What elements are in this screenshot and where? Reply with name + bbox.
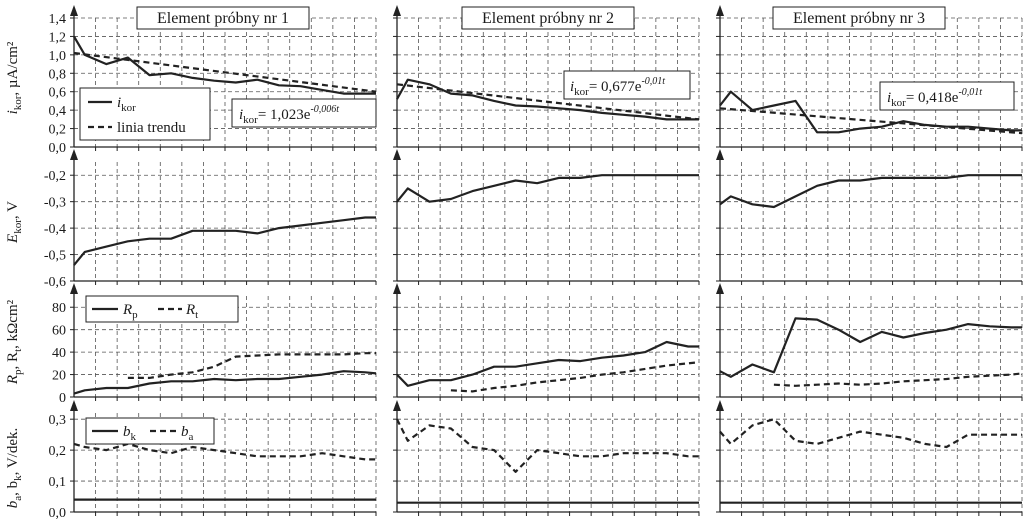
legend-icor <box>80 88 210 140</box>
series-line-r_t <box>774 373 1022 385</box>
y-axis-arrow <box>70 5 78 16</box>
y-tick-label: 40 <box>52 346 66 362</box>
y-tick-label: 20 <box>52 368 66 384</box>
trend-equation-text-3: $i_{kor}= 0,418e^{-0,01t}$ <box>887 87 983 109</box>
y-tick-label: 0,8 <box>48 67 66 83</box>
legend-bk-label: $b_k$ <box>123 424 136 443</box>
legend-rt-label: $R_t$ <box>186 302 199 321</box>
y-tick-label: 80 <box>52 301 66 317</box>
column-headers <box>137 7 945 29</box>
y-axis-arrow <box>716 149 724 160</box>
y-axis-label-icor: $i_{kor}$, µA/cm² <box>5 41 24 115</box>
y-tick-label: 1,0 <box>48 48 66 64</box>
series-line-r_t <box>451 362 699 391</box>
y-axis-label-ekor: $E_{kor}$, V <box>5 201 24 243</box>
y-tick-label: 0,2 <box>48 444 66 460</box>
y-tick-label: 0,1 <box>48 475 66 491</box>
y-axis-labels <box>5 41 24 508</box>
y-tick-label: 0,0 <box>48 141 66 156</box>
y-tick-label: -0,3 <box>43 195 66 211</box>
column-header-1: Element próbny nr 1 <box>157 10 289 27</box>
y-tick-label: 1,2 <box>48 30 66 46</box>
legend-ba-label: $b_a$ <box>181 424 194 443</box>
y-tick-label: 0,2 <box>48 122 66 138</box>
y-axis-arrow <box>70 283 78 294</box>
legend-rp-label: $R_p$ <box>123 302 138 321</box>
column-header-2: Element próbny nr 2 <box>482 10 614 27</box>
legend-icor-label: $i_{kor}$ <box>117 95 136 114</box>
trend-equation-text-2: $i_{kor}= 0,677e^{-0,01t}$ <box>570 76 666 98</box>
y-axis-arrow <box>716 5 724 16</box>
y-axis-label-r: $R_p$, $R_t$, kΩcm² <box>5 299 24 385</box>
legend-b <box>86 418 214 444</box>
y-axis-arrow <box>70 400 78 411</box>
trend-equation-2 <box>564 71 690 99</box>
column-header-3: Element próbny nr 3 <box>793 10 925 27</box>
y-tick-label: -0,6 <box>43 275 66 290</box>
trend-equation-1 <box>232 99 376 127</box>
y-axis-arrow <box>393 283 401 294</box>
trend-equation-text-1: $i_{kor}= 1,023e^{-0,006t}$ <box>239 104 340 126</box>
y-axis-arrow <box>393 400 401 411</box>
y-axis-arrow <box>393 5 401 16</box>
legend-trend-label: linia trendu <box>117 120 186 136</box>
y-axis-label-b: $b_a$, $b_k$, V/dek. <box>5 427 24 509</box>
y-tick-label: 0,0 <box>48 506 66 521</box>
y-tick-label: -0,5 <box>43 248 66 264</box>
y-tick-label: -0,4 <box>43 222 66 238</box>
y-tick-label: 0 <box>59 391 66 406</box>
y-tick-label: 0,3 <box>48 413 66 429</box>
series-line-linia-trendu <box>74 53 376 92</box>
legend-r <box>86 296 238 322</box>
y-axis-arrow <box>393 149 401 160</box>
y-axis-arrow <box>716 283 724 294</box>
y-tick-label: -0,2 <box>43 169 66 185</box>
y-tick-labels <box>44 12 66 521</box>
series-line-i_kor <box>74 36 376 93</box>
y-tick-label: 0,4 <box>48 104 66 120</box>
y-axis-arrow <box>716 400 724 411</box>
trend-equation-3 <box>880 82 1014 110</box>
y-tick-label: 0,6 <box>48 85 66 101</box>
y-tick-label: 1,4 <box>48 12 66 27</box>
y-axis-arrow <box>70 149 78 160</box>
y-tick-label: 60 <box>52 323 66 339</box>
